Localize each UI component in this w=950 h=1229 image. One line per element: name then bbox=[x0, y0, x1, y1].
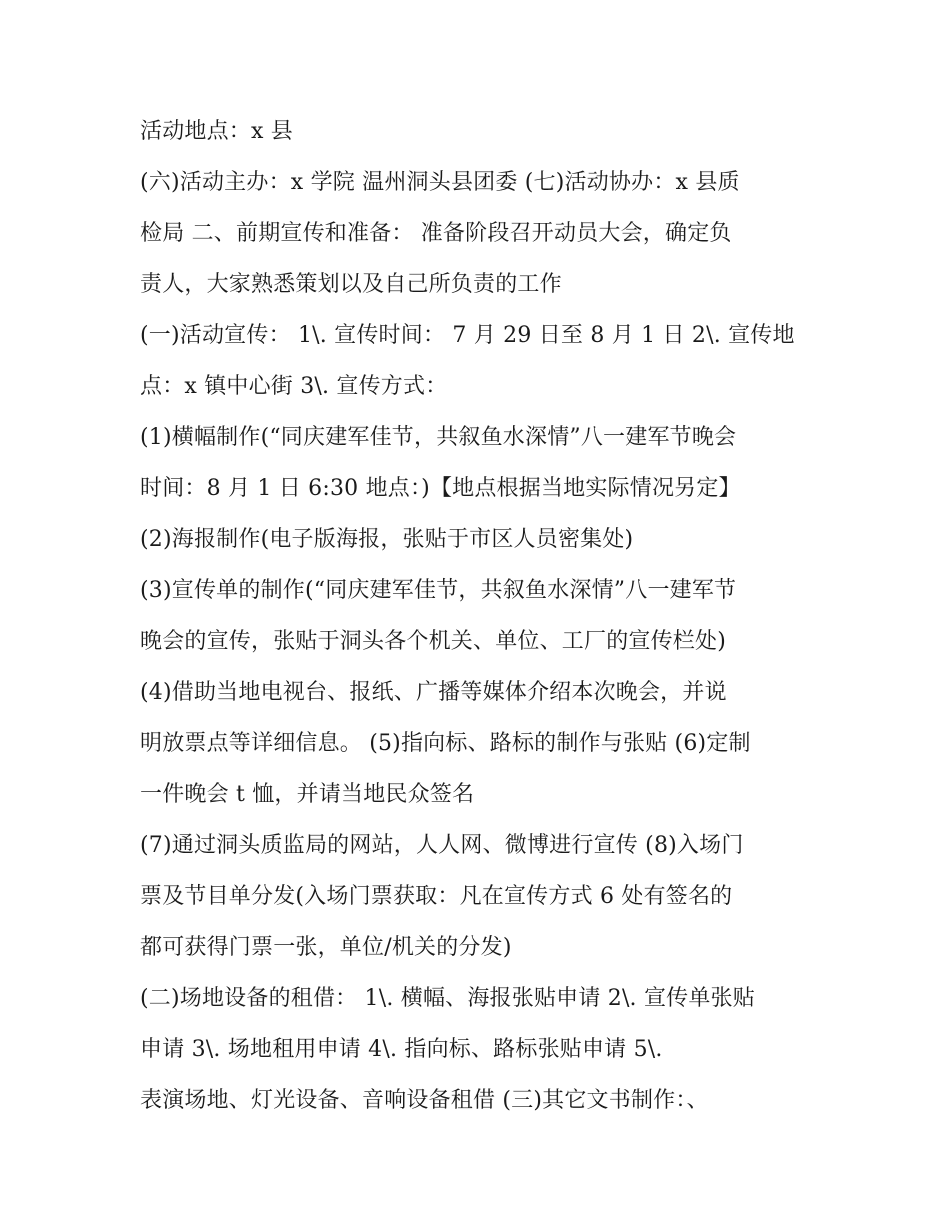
text-line: (二)场地设备的租借： 1\. 横幅、海报张贴申请 2\. 宣传单张贴 bbox=[140, 986, 755, 1011]
text-line: 票及节目单分发(入场门票获取：凡在宣传方式 6 处有签名的 bbox=[140, 884, 733, 909]
text-line: (六)活动主办：x 学院 温州洞头县团委 (七)活动协办：x 县质 bbox=[140, 170, 740, 195]
text-line: 活动地点：x 县 bbox=[140, 119, 294, 144]
text-line: 表演场地、灯光设备、音响设备租借 (三)其它文书制作：、 bbox=[140, 1088, 709, 1113]
text-line: (7)通过洞头质监局的网站，人人网、微博进行宣传 (8)入场门 bbox=[140, 833, 744, 858]
text-line: (2)海报制作(电子版海报，张贴于市区人员密集处) bbox=[140, 527, 634, 552]
text-line: (1)横幅制作(“同庆建军佳节，共叙鱼水深情”八一建军节晚会 bbox=[140, 425, 737, 450]
text-line: 时间：8 月 1 日 6:30 地点：)【地点根据当地实际情况另定】 bbox=[140, 476, 741, 501]
text-line: 点：x 镇中心街 3\. 宣传方式： bbox=[140, 374, 448, 399]
document-text bbox=[140, 106, 830, 1126]
text-line: (4)借助当地电视台、报纸、广播等媒体介绍本次晚会，并说 bbox=[140, 680, 727, 705]
text-line: (3)宣传单的制作(“同庆建军佳节，共叙鱼水深情”八一建军节 bbox=[140, 578, 737, 603]
text-line: 责人，大家熟悉策划以及自己所负责的工作 bbox=[140, 272, 562, 297]
text-line: 都可获得门票一张，单位/机关的分发) bbox=[140, 935, 512, 960]
text-line: 晚会的宣传，张贴于洞头各个机关、单位、工厂的宣传栏处) bbox=[140, 629, 726, 654]
text-line: (一)活动宣传： 1\. 宣传时间： 7 月 29 日至 8 月 1 日 2\. 宣传地 bbox=[140, 323, 795, 348]
text-line: 申请 3\. 场地租用申请 4\. 指向标、路标张贴申请 5\. bbox=[140, 1037, 663, 1062]
text-line: 一件晚会 t 恤，并请当地民众签名 bbox=[140, 782, 475, 807]
text-line: 检局 二、前期宣传和准备： 准备阶段召开动员大会，确定负 bbox=[140, 221, 732, 246]
text-line: 明放票点等详细信息。 (5)指向标、路标的制作与张贴 (6)定制 bbox=[140, 731, 751, 756]
